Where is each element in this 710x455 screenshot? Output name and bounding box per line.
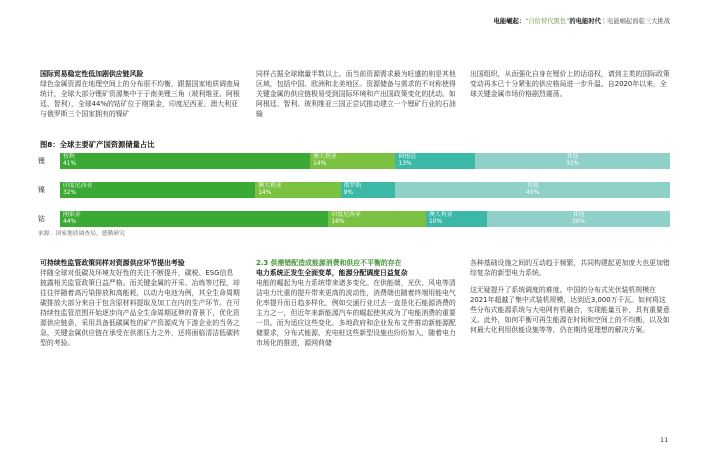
bottom-column-1 (40, 258, 240, 348)
bar-segment-name: 澳大利亚 (313, 154, 337, 160)
bar-row (60, 211, 670, 227)
top-column-2 (256, 69, 456, 119)
header-title-green: “自给替代黑色” (525, 18, 570, 25)
top-column-3 (470, 69, 670, 99)
bar-segment (328, 211, 426, 227)
bar-segment-name: 阿根廷 (398, 154, 417, 160)
top-col3-text: 出国组织，从而强化自身在锂价上的话语权，请到主类的国际政策变动再本已十分紧张的供应格局进一步升温。自2020年以来，全球关键金属市场价格剧烈震荡。 (470, 70, 670, 98)
section-heading-trade: 国际贸易稳定性低加剧供应链风险 (40, 70, 144, 78)
bar-segment (395, 153, 474, 169)
section-heading-regulation: 可持续性监管政策同样对资源供应环节提出考验 (40, 259, 185, 267)
bar-segment-name: 俄罗斯 (343, 183, 362, 189)
bar-segment-value: 32% (565, 160, 579, 167)
bar-segment (255, 182, 340, 198)
bar-segment (426, 211, 487, 227)
bar-segment (60, 211, 328, 227)
bar-segment-value: 30% (571, 218, 586, 225)
bar-segment-value: 16% (331, 218, 345, 225)
page-number: 11 (660, 436, 669, 444)
bar-row (60, 153, 670, 169)
bar-row-label: 镍 (38, 186, 45, 194)
bottom-column-3 (470, 258, 670, 335)
bottom-col3-text-a: 各种基础设施之间的互动趋于频繁，共同构建起更加庞大也更加错综复杂的新型电力系统。 (470, 259, 670, 277)
bar-segment-value: 32% (63, 189, 77, 196)
top-col1-text: 绿色金属资源在地理空间上的分布很不均衡，跟据国家地质调查局统计，全球大部分锂矿资源集中于于南美锂三角（玻利维亚、阿根廷、智利），全球44%的钴矿位于刚果金，印度尼西亚、澳大利亚与俄罗斯三个国家拥有的镍矿 (40, 80, 240, 118)
top-col2-text: 同样占据全球储量半数以上。而当前资源需求最为旺盛的则是其他区域，包括中国、欧洲和北美地区。资源储备与需求的不对称使得关键金属的供应链极易受到国际环境和产出国政策变化的扰动。如阿根廷、智利、玻利维亚三国正尝试推动建立一个锂矿行业的石油输 (256, 70, 456, 118)
bar-segment (341, 182, 396, 198)
figure-title: 图8：全球主要矿产国资源储量占比 (40, 140, 155, 149)
bar-row-label: 锂 (38, 157, 45, 165)
figure-source: 来源：国家地质调查局，德勤研究 (38, 231, 125, 237)
page-header (396, 16, 670, 25)
bar-segment-name: 澳大利亚 (258, 183, 282, 189)
header-title-bold: 电能崛起： (493, 18, 526, 25)
bar-segment-value: 10% (428, 218, 443, 225)
bar-segment-name: 印度尼西亚 (63, 183, 93, 189)
bar-segment (60, 153, 310, 169)
bar-segment-name: 印度尼西亚 (331, 212, 361, 218)
subheading-power-system: 电力系统正发生全面变革，能源分配调度日益复杂 (256, 269, 408, 277)
bar-segment-value: 14% (313, 160, 327, 167)
bar-segment-name: 澳大利亚 (428, 212, 453, 218)
bottom-col3-text-b: 这无疑提升了系统调度的难度。中国的分布式光伏装机规模在2021年超越了集中式装机规模，达到近3,000万千瓦。如何将这些分布式能源系统与大电网有机融合，实现能量互补，具有重要意义。此外，如何平衡可再生能源在时间和空间上的不均衡，以及如何最大化利用供能设施等等，仍在期待更理想的解决方案。 (470, 286, 670, 334)
bar-segment (475, 153, 670, 169)
header-separator: | (602, 18, 606, 25)
bar-segment-name: 其他 (572, 212, 585, 218)
bar-segment-value: 44% (63, 218, 77, 225)
bar-segment-name: 智利 (63, 154, 75, 160)
bottom-col2-text: 电能的崛起为电力系统带来诸多变化。在供能端，光伏、风电等清洁电力比重的提升带来更高的波动性，消费端也随着终端用能电气化率提升而日趋多样化，例如交通行业过去一直是化石能源消费的主力之一，但近年来新能源汽车的崛起使其成为了电能消费的重要一员。而为适应这些变化，多地政府和企业发布文件推动新能源配储要求，分布式能源、充电桩这些新型设施也纷纷加入，随着电力市场化的推进，源网荷储 (256, 279, 456, 347)
bottom-column-2 (256, 258, 456, 348)
bar-segment-value: 9% (343, 189, 353, 196)
bottom-col1-text: 伴随全球对低碳及环境友好性的关注不断提升，碳税、ESG信息披露相关监管政策日益严格。而关键金属的开采、冶炼等过程，却往往伴随着高污染排放和高能耗，以动力电池为例，其全生命周期碳排放大部分来自于包含原材料提取及加工在内的生产环节。在可持续性监管范围开始逐步向产品全生命周期延伸的背景下，优化资源供应链条，采用具备低碳属性的矿产资源成为下游企业的当务之急，关键金属供应链在承受在供需压力之外，还将面临清洁低碳转型的考验。 (40, 269, 240, 347)
bar-segment-value: 41% (63, 160, 77, 167)
bar-segment-name: 刚果金 (63, 212, 81, 218)
bar-segment-name: 其他 (566, 154, 579, 160)
bar-segment (487, 211, 670, 227)
top-column-1 (40, 69, 240, 119)
header-subtitle: 电能崛起面临三大挑战 (607, 18, 670, 25)
bar-segment-value: 14% (258, 189, 272, 196)
bar-segment (60, 182, 255, 198)
bar-row (60, 182, 670, 198)
header-title-rest: 的电能时代 (569, 18, 601, 25)
bar-segment-name: 其他 (526, 183, 539, 189)
bar-segment-value: 45% (526, 189, 540, 196)
section-heading-mismatch: 2.3 供需错配造成能源消费和供应不平衡的存在 (256, 259, 402, 267)
bar-row-label: 钴 (38, 215, 45, 223)
bar-segment (395, 182, 670, 198)
bar-segment (310, 153, 395, 169)
bar-segment-value: 13% (398, 160, 412, 167)
